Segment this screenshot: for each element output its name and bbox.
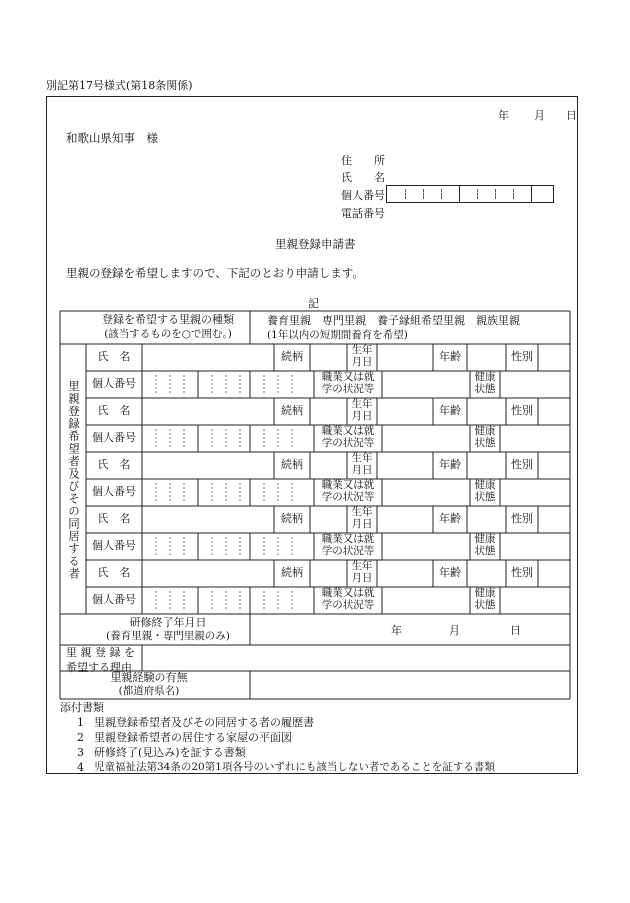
training-day-label: 日 — [510, 624, 521, 637]
attachment-text: 児童福祉法第34条の20第1項各号のいずれにも該当しない者であることを証する書類 — [94, 761, 495, 773]
member-job-label-2: 学の状況等 — [321, 437, 375, 450]
member-birth-label-1: 生年 — [351, 344, 373, 357]
ki-marker: 記 — [308, 297, 319, 310]
member-job-label-1: 職業又は就 — [321, 587, 375, 600]
attachment-num: 1 — [77, 716, 84, 729]
member-health-label-2: 状態 — [474, 437, 496, 450]
member-mynumber-label: 個人番号 — [92, 431, 136, 445]
member-age-label: 年齢 — [439, 566, 461, 580]
member-health-label-1: 健康 — [474, 371, 496, 384]
member-birth-label-2: 月日 — [351, 356, 373, 369]
attachment-text: 研修終了(見込み)を証する書類 — [94, 746, 246, 759]
member-name-label: 氏 名 — [97, 404, 131, 418]
member-sex-label: 性別 — [511, 512, 533, 526]
applicant-phone-label: 電話番号 — [341, 207, 385, 220]
member-age-label: 年齢 — [439, 404, 461, 418]
reason-label-line1: 里 親 登 録 を — [66, 646, 135, 659]
intro-text: 里親の登録を希望しますので、下記のとおり申請します。 — [66, 266, 364, 280]
member-relation-label: 続柄 — [281, 404, 303, 418]
member-mynumber-label: 個人番号 — [92, 593, 136, 607]
applicant-mynumber-label: 個人番号 — [341, 189, 385, 202]
household-vertical-label: 里親登録希望者及びその同居する者 — [67, 380, 81, 580]
training-label-line1: 研修終了年月日 — [129, 615, 207, 629]
member-sex-label: 性別 — [511, 566, 533, 580]
member-job-label-2: 学の状況等 — [321, 599, 375, 612]
member-sex-label: 性別 — [511, 458, 533, 472]
member-name-label: 氏 名 — [97, 458, 131, 472]
member-birth-label-1: 生年 — [351, 398, 373, 411]
member-health-label-2: 状態 — [474, 383, 496, 396]
document-title: 里親登録申請書 — [275, 237, 356, 251]
applicant-name-label: 氏 名 — [341, 171, 385, 184]
member-job-label-2: 学の状況等 — [321, 491, 375, 504]
type-options-note: (1年以内の短期間養育を希望) — [267, 329, 408, 341]
member-health-label-1: 健康 — [474, 479, 496, 492]
member-birth-label-2: 月日 — [351, 464, 373, 477]
attachment-text: 里親登録希望者及びその同居する者の履歴書 — [94, 716, 314, 729]
member-job-label-1: 職業又は就 — [321, 533, 375, 546]
member-birth-label-2: 月日 — [351, 410, 373, 423]
member-age-label: 年齢 — [439, 350, 461, 364]
member-birth-label-2: 月日 — [351, 572, 373, 585]
training-year-label: 年 — [391, 624, 402, 637]
member-mynumber-label: 個人番号 — [92, 377, 136, 391]
member-health-label-1: 健康 — [474, 587, 496, 600]
member-birth-label-1: 生年 — [351, 560, 373, 573]
member-sex-label: 性別 — [511, 350, 533, 364]
member-health-label-1: 健康 — [474, 425, 496, 438]
date-year-label: 年 — [498, 109, 509, 122]
member-birth-label-2: 月日 — [351, 518, 373, 531]
member-birth-label-1: 生年 — [351, 452, 373, 465]
form-number-header: 別記第17号様式(第18条関係) — [46, 79, 193, 92]
member-birth-label-1: 生年 — [351, 506, 373, 519]
attachments-title: 添付書類 — [60, 701, 104, 714]
member-relation-label: 続柄 — [281, 350, 303, 364]
member-health-label-2: 状態 — [474, 545, 496, 558]
training-label-line2: (養育里親・専門里親のみ) — [106, 630, 230, 643]
reason-label-line2: 希望する理由 — [66, 661, 132, 674]
member-job-label-2: 学の状況等 — [321, 545, 375, 558]
member-health-label-1: 健康 — [474, 533, 496, 546]
training-month-label: 月 — [449, 624, 460, 637]
member-job-label-2: 学の状況等 — [321, 383, 375, 396]
member-sex-label: 性別 — [511, 404, 533, 418]
experience-label-line1: 里親経験の有無 — [110, 671, 188, 685]
member-relation-label: 続柄 — [281, 458, 303, 472]
member-job-label-1: 職業又は就 — [321, 371, 375, 384]
member-name-label: 氏 名 — [97, 512, 131, 526]
type-options[interactable]: 養育里親 専門里親 養子縁組希望里親 親族里親 — [267, 314, 520, 327]
experience-label-line2: (都道府県名) — [118, 685, 180, 698]
member-relation-label: 続柄 — [281, 566, 303, 580]
member-health-label-2: 状態 — [474, 491, 496, 504]
applicant-address-label: 住 所 — [341, 154, 385, 167]
member-job-label-1: 職業又は就 — [321, 479, 375, 492]
type-row-label-line2: (該当するものを○で囲む。) — [104, 328, 232, 341]
member-mynumber-label: 個人番号 — [92, 485, 136, 499]
member-relation-label: 続柄 — [281, 512, 303, 526]
member-name-label: 氏 名 — [97, 566, 131, 580]
member-health-label-2: 状態 — [474, 599, 496, 612]
date-month-label: 月 — [534, 109, 545, 122]
member-mynumber-label: 個人番号 — [92, 539, 136, 553]
attachment-num: 4 — [77, 761, 84, 774]
member-job-label-1: 職業又は就 — [321, 425, 375, 438]
attachment-num: 3 — [77, 746, 84, 759]
attachment-num: 2 — [77, 731, 84, 744]
addressee: 和歌山県知事 様 — [66, 131, 158, 145]
date-day-label: 日 — [566, 109, 577, 122]
attachment-text: 里親登録希望者の居住する家屋の平面図 — [94, 731, 292, 744]
member-age-label: 年齢 — [439, 512, 461, 526]
member-name-label: 氏 名 — [97, 350, 131, 364]
type-row-label-line1: 登録を希望する里親の種類 — [102, 313, 234, 327]
member-age-label: 年齢 — [439, 458, 461, 472]
